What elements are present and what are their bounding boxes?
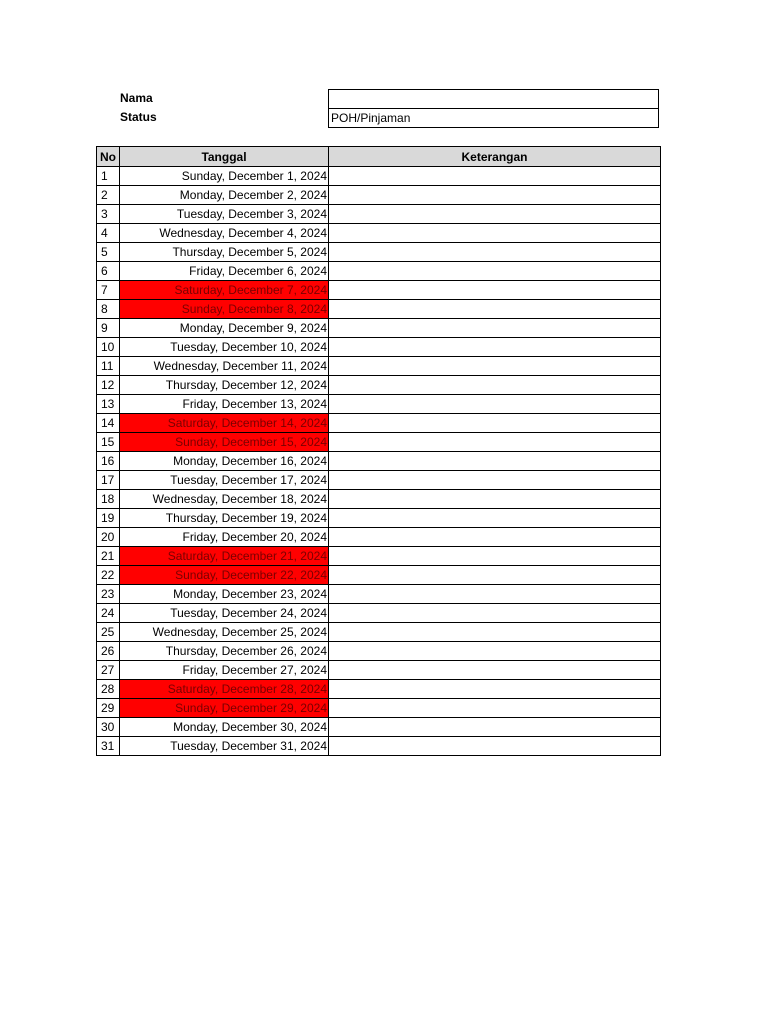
keterangan-cell[interactable]: [329, 281, 661, 300]
row-number-cell[interactable]: 29: [97, 699, 120, 718]
date-cell-weekend[interactable]: Sunday, December 29, 2024: [120, 699, 329, 718]
table-row: [97, 224, 661, 243]
table-row: [97, 490, 661, 509]
row-number-cell[interactable]: 30: [97, 718, 120, 737]
keterangan-cell[interactable]: [329, 395, 661, 414]
row-number-cell[interactable]: 13: [97, 395, 120, 414]
table-row: [97, 319, 661, 338]
table-row: [97, 699, 661, 718]
table-row: [97, 509, 661, 528]
keterangan-cell[interactable]: [329, 205, 661, 224]
table-row: [97, 566, 661, 585]
date-cell-weekend[interactable]: Saturday, December 28, 2024: [120, 680, 329, 699]
keterangan-cell[interactable]: [329, 338, 661, 357]
row-number-cell[interactable]: 20: [97, 528, 120, 547]
row-number-cell[interactable]: 11: [97, 357, 120, 376]
table-row: [97, 262, 661, 281]
date-cell[interactable]: Wednesday, December 18, 2024: [120, 490, 329, 509]
row-number-cell[interactable]: 28: [97, 680, 120, 699]
table-row: [97, 414, 661, 433]
date-cell[interactable]: Tuesday, December 17, 2024: [120, 471, 329, 490]
table-row: [97, 623, 661, 642]
keterangan-cell[interactable]: [329, 623, 661, 642]
date-cell[interactable]: Thursday, December 26, 2024: [120, 642, 329, 661]
keterangan-cell[interactable]: [329, 699, 661, 718]
row-number-cell[interactable]: 5: [97, 243, 120, 262]
keterangan-cell[interactable]: [329, 604, 661, 623]
keterangan-cell[interactable]: [329, 547, 661, 566]
date-cell[interactable]: Thursday, December 12, 2024: [120, 376, 329, 395]
row-number-cell[interactable]: 25: [97, 623, 120, 642]
date-cell[interactable]: Friday, December 13, 2024: [120, 395, 329, 414]
row-number-cell[interactable]: 15: [97, 433, 120, 452]
nama-field[interactable]: [328, 89, 659, 109]
table-row: [97, 604, 661, 623]
date-cell[interactable]: Friday, December 20, 2024: [120, 528, 329, 547]
date-cell[interactable]: Tuesday, December 10, 2024: [120, 338, 329, 357]
row-number-cell[interactable]: 27: [97, 661, 120, 680]
keterangan-cell[interactable]: [329, 243, 661, 262]
keterangan-cell[interactable]: [329, 509, 661, 528]
table-row: [97, 737, 661, 756]
keterangan-cell[interactable]: [329, 566, 661, 585]
row-number-cell[interactable]: 19: [97, 509, 120, 528]
table-row: [97, 300, 661, 319]
keterangan-cell[interactable]: [329, 224, 661, 243]
date-cell[interactable]: Thursday, December 19, 2024: [120, 509, 329, 528]
keterangan-cell[interactable]: [329, 490, 661, 509]
nama-label: Nama: [120, 91, 153, 105]
row-number-cell[interactable]: 17: [97, 471, 120, 490]
keterangan-cell[interactable]: [329, 737, 661, 756]
table-row: [97, 205, 661, 224]
row-number-cell[interactable]: 4: [97, 224, 120, 243]
keterangan-cell[interactable]: [329, 452, 661, 471]
row-number-cell[interactable]: 7: [97, 281, 120, 300]
table-row: [97, 528, 661, 547]
keterangan-cell[interactable]: [329, 585, 661, 604]
row-number-cell[interactable]: 14: [97, 414, 120, 433]
keterangan-cell[interactable]: [329, 262, 661, 281]
column-header-keterangan: Keterangan: [329, 147, 661, 167]
keterangan-cell[interactable]: [329, 433, 661, 452]
date-cell-weekend[interactable]: Saturday, December 21, 2024: [120, 547, 329, 566]
row-number-cell[interactable]: 12: [97, 376, 120, 395]
table-row: [97, 243, 661, 262]
table-row: [97, 338, 661, 357]
date-cell[interactable]: Tuesday, December 31, 2024: [120, 737, 329, 756]
table-row: [97, 547, 661, 566]
keterangan-cell[interactable]: [329, 319, 661, 338]
keterangan-cell[interactable]: [329, 414, 661, 433]
date-cell[interactable]: Monday, December 23, 2024: [120, 585, 329, 604]
row-number-cell[interactable]: 2: [97, 186, 120, 205]
keterangan-cell[interactable]: [329, 661, 661, 680]
keterangan-cell[interactable]: [329, 642, 661, 661]
date-cell-weekend[interactable]: Sunday, December 15, 2024: [120, 433, 329, 452]
keterangan-cell[interactable]: [329, 680, 661, 699]
table-row: [97, 585, 661, 604]
table-row: [97, 167, 661, 186]
table-row: [97, 281, 661, 300]
row-number-cell[interactable]: 23: [97, 585, 120, 604]
row-number-cell[interactable]: 21: [97, 547, 120, 566]
keterangan-cell[interactable]: [329, 186, 661, 205]
date-cell-weekend[interactable]: Saturday, December 7, 2024: [120, 281, 329, 300]
table-body: [97, 167, 661, 756]
table-row: [97, 718, 661, 737]
date-cell-weekend[interactable]: Sunday, December 22, 2024: [120, 566, 329, 585]
table-header-row: [97, 147, 661, 167]
keterangan-cell[interactable]: [329, 528, 661, 547]
date-cell[interactable]: Monday, December 2, 2024: [120, 186, 329, 205]
table-row: [97, 452, 661, 471]
row-number-cell[interactable]: 26: [97, 642, 120, 661]
table-row: [97, 680, 661, 699]
table-row: [97, 433, 661, 452]
date-cell[interactable]: Tuesday, December 3, 2024: [120, 205, 329, 224]
date-cell-weekend[interactable]: Saturday, December 14, 2024: [120, 414, 329, 433]
row-number-cell[interactable]: 3: [97, 205, 120, 224]
status-field[interactable]: POH/Pinjaman: [328, 108, 659, 128]
column-header-tanggal: Tanggal: [120, 147, 329, 167]
column-header-no: No: [97, 147, 120, 167]
date-cell[interactable]: Sunday, December 1, 2024: [120, 167, 329, 186]
table-row: [97, 642, 661, 661]
row-number-cell[interactable]: 9: [97, 319, 120, 338]
date-cell[interactable]: Thursday, December 5, 2024: [120, 243, 329, 262]
date-cell[interactable]: Tuesday, December 24, 2024: [120, 604, 329, 623]
row-number-cell[interactable]: 10: [97, 338, 120, 357]
keterangan-cell[interactable]: [329, 376, 661, 395]
table-row: [97, 357, 661, 376]
date-cell[interactable]: Wednesday, December 25, 2024: [120, 623, 329, 642]
keterangan-cell[interactable]: [329, 471, 661, 490]
date-cell[interactable]: Wednesday, December 11, 2024: [120, 357, 329, 376]
date-cell[interactable]: Friday, December 6, 2024: [120, 262, 329, 281]
keterangan-cell[interactable]: [329, 718, 661, 737]
keterangan-cell[interactable]: [329, 300, 661, 319]
row-number-cell[interactable]: 31: [97, 737, 120, 756]
date-cell[interactable]: Monday, December 9, 2024: [120, 319, 329, 338]
keterangan-cell[interactable]: [329, 167, 661, 186]
keterangan-cell[interactable]: [329, 357, 661, 376]
date-cell[interactable]: Friday, December 27, 2024: [120, 661, 329, 680]
row-number-cell[interactable]: 8: [97, 300, 120, 319]
status-label: Status: [120, 110, 157, 124]
date-cell[interactable]: Wednesday, December 4, 2024: [120, 224, 329, 243]
attendance-table: [96, 146, 661, 756]
date-cell-weekend[interactable]: Sunday, December 8, 2024: [120, 300, 329, 319]
table-row: [97, 661, 661, 680]
row-number-cell[interactable]: 24: [97, 604, 120, 623]
table-row: [97, 186, 661, 205]
date-cell[interactable]: Monday, December 30, 2024: [120, 718, 329, 737]
date-cell[interactable]: Monday, December 16, 2024: [120, 452, 329, 471]
table-row: [97, 395, 661, 414]
row-number-cell[interactable]: 1: [97, 167, 120, 186]
row-number-cell[interactable]: 6: [97, 262, 120, 281]
row-number-cell[interactable]: 18: [97, 490, 120, 509]
row-number-cell[interactable]: 22: [97, 566, 120, 585]
table-row: [97, 471, 661, 490]
row-number-cell[interactable]: 16: [97, 452, 120, 471]
table-row: [97, 376, 661, 395]
